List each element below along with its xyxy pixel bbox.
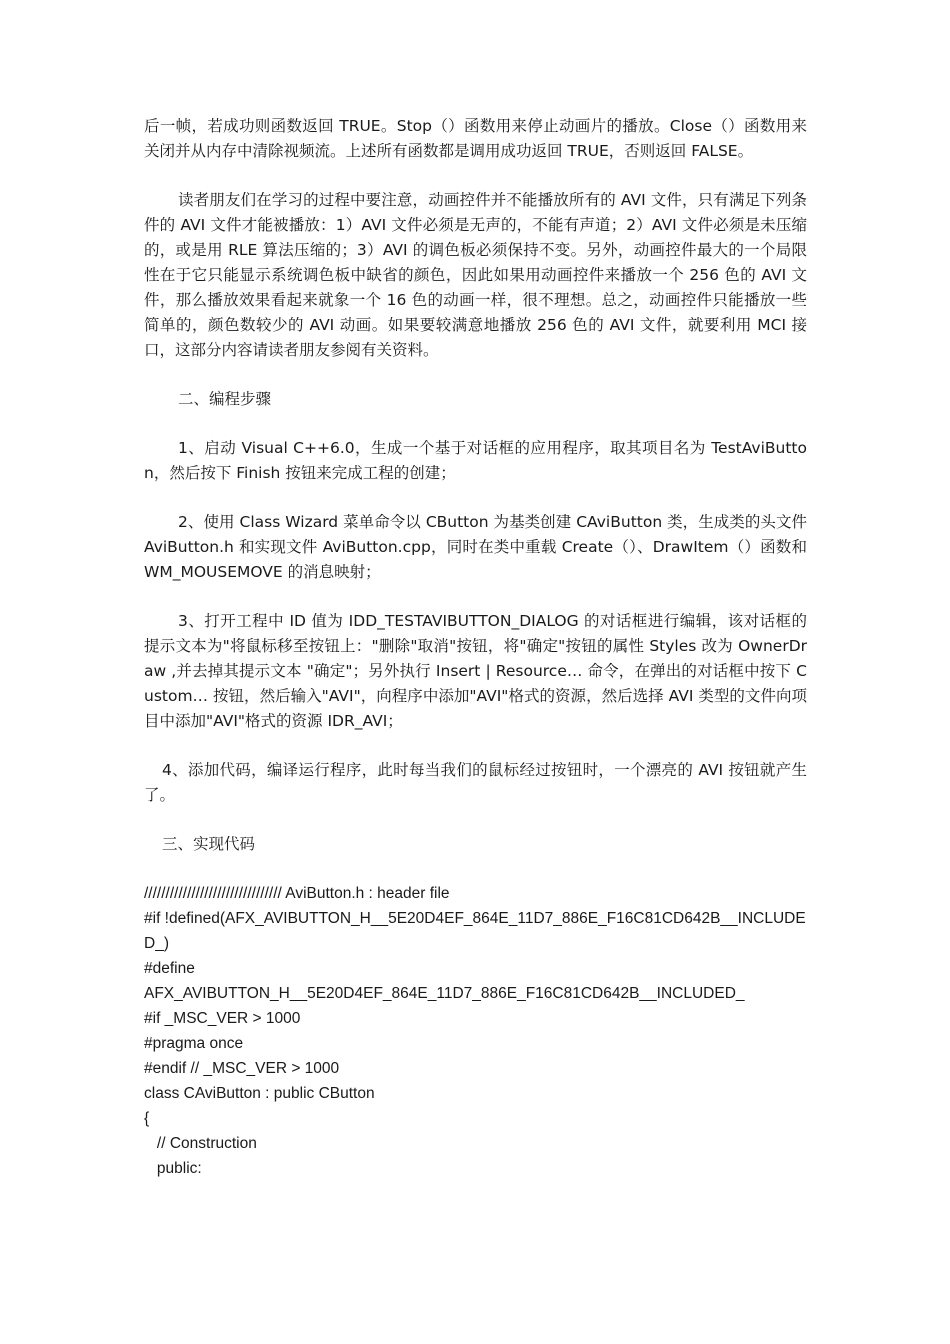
step-2-paragraph: 2、使用 Class Wizard 菜单命令以 CButton 为基类创建 CAviButton 类，生成类的头文件 AviButton.h 和实现文件 AviButton.cpp，同时在类中重载 Create（）、DrawItem（）函数和 WM_MOUSEMOVE 的消息映射；: [144, 513, 807, 581]
code-line: //////////////////////////////// AviButton.h : header file: [144, 885, 450, 902]
code-line: {: [144, 1110, 150, 1127]
code-line: AFX_AVIBUTTON_H__5E20D4EF_864E_11D7_886E_F16C81CD642B__INCLUDED_: [144, 985, 745, 1002]
code-line: #if _MSC_VER > 1000: [144, 1010, 301, 1027]
code-line: #pragma once: [144, 1035, 244, 1052]
code-line: class CAviButton : public CButton: [144, 1085, 375, 1102]
paragraph-function-returns: 后一帧，若成功则函数返回 TRUE。Stop（）函数用来停止动画片的播放。Close（）函数用来关闭并从内存中清除视频流。上述所有函数都是调用成功返回 TRUE，否则返回 FALSE。: [144, 117, 807, 160]
paragraph-avi-limitations: 读者朋友们在学习的过程中要注意，动画控件并不能播放所有的 AVI 文件，只有满足下列条件的 AVI 文件才能被播放：1）AVI 文件必须是无声的，不能有声道；2）AVI 文件必须是未压缩的，或是用 RLE 算法压缩的；3）AVI 的调色板必须保持不变。另外，动画控件最大的一个局限性在于它只能显示系统调色板中缺省的颜色，因此如果用动画控件来播放一个 256 色的 AVI 文件，那么播放效果看起来就象一个 16 色的动画一样，很不理想。总之，动画控件只能播放一些简单的，颜色数较少的 AVI 动画。如果要较满意地播放 256 色的 AVI 文件，就要利用 MCI 接口，这部分内容请读者朋友参阅有关资料。: [144, 191, 807, 359]
section-heading-programming-steps: 二、编程步骤: [178, 390, 272, 408]
step-1-paragraph: 1、启动 Visual C++6.0，生成一个基于对话框的应用程序，取其项目名为 TestAviButton，然后按下 Finish 按钮来完成工程的创建；: [144, 439, 807, 482]
code-line: #endif // _MSC_VER > 1000: [144, 1060, 340, 1077]
step-4-paragraph: 4、添加代码，编译运行程序，此时每当我们的鼠标经过按钮时，一个漂亮的 AVI 按钮就产生了。: [144, 761, 807, 804]
document-page: [144, 114, 807, 1181]
code-line: public:: [144, 1160, 202, 1177]
code-line: // Construction: [144, 1135, 257, 1152]
step-3-paragraph: 3、打开工程中 ID 值为 IDD_TESTAVIBUTTON_DIALOG 的对话框进行编辑，该对话框的提示文本为"将鼠标移至按钮上："删除"取消"按钮，将"确定"按钮的属性 Styles 改为 OwnerDraw ,并去掉其提示文本 "确定"；另外执行 Insert | Resource… 命令，在弹出的对话框中按下 Custom… 按钮，然后输入"AVI"，向程序中添加"AVI"格式的资源，然后选择 AVI 类型的文件向项目中添加"AVI"格式的资源 IDR_AVI；: [144, 612, 807, 730]
code-block: [144, 881, 807, 1181]
code-line: #define: [144, 960, 195, 977]
section-heading-implementation-code: 三、实现代码: [162, 835, 256, 853]
code-line: #if !defined(AFX_AVIBUTTON_H__5E20D4EF_864E_11D7_886E_F16C81CD642B__INCLUDED_): [144, 910, 806, 952]
